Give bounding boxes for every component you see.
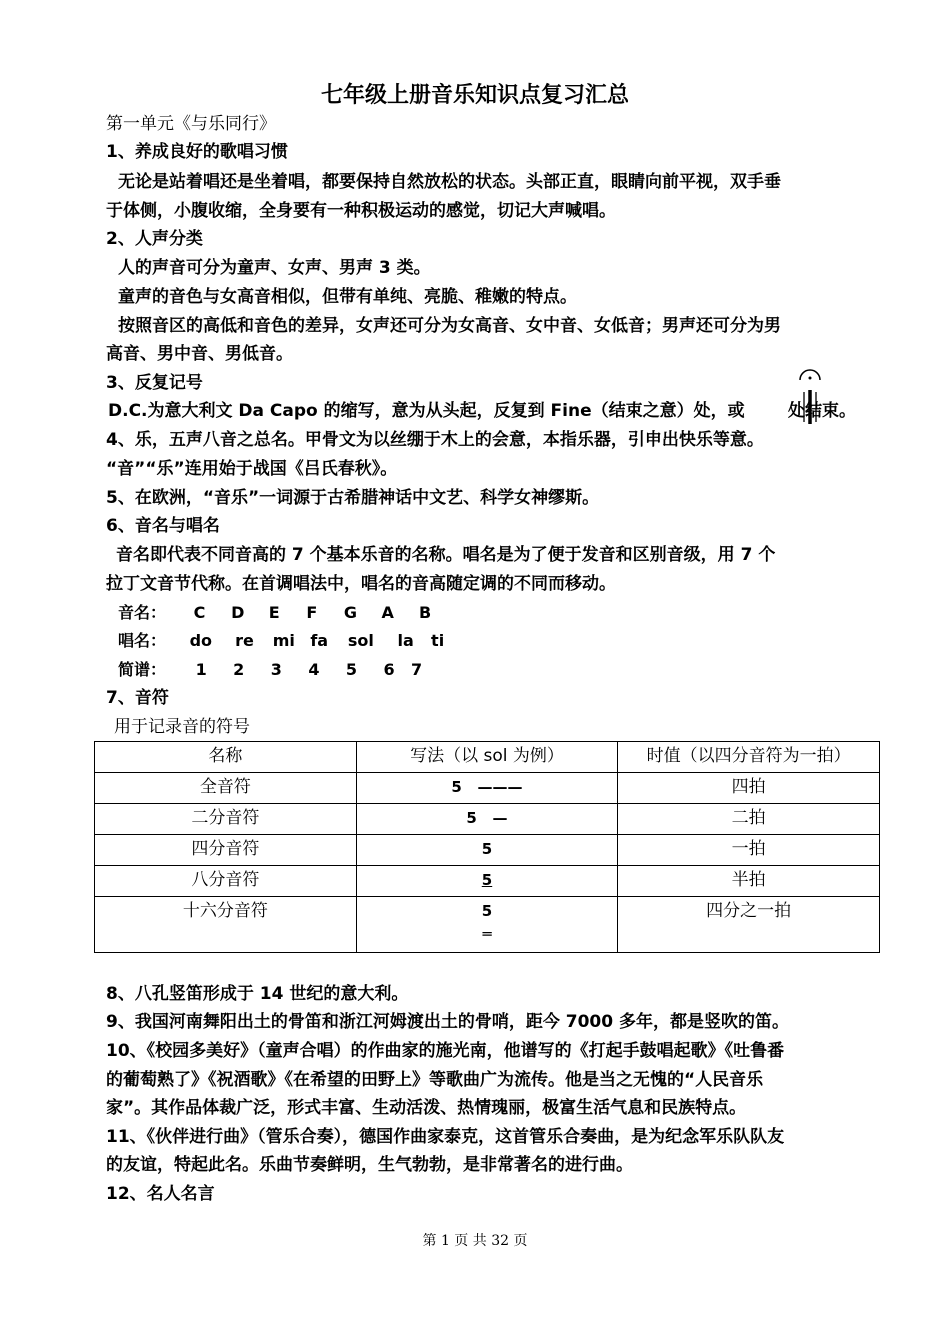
section-2-para-1: 人的声音可分为童声、女声、男声 3 类。 [118, 258, 431, 278]
section-10-para-line-3: 家”。其作品体裁广泛，形式丰富、生动活泼、热情瑰丽，极富生活气息和民族特点。 [106, 1098, 747, 1118]
note-value-cell: 二拍 [618, 804, 880, 835]
table-header-row [95, 742, 880, 773]
note-name-cell: 八分音符 [95, 866, 357, 897]
table-row [95, 773, 880, 804]
pitch-name-item: G [343, 603, 358, 622]
section-7-heading: 7、音符 [106, 688, 169, 708]
section-3-para: D.C.为意大利文 Da Capo 的缩写，意为从头起，反复到 Fine（结束之意）处，或 [108, 401, 745, 421]
note-value-cell: 四分之一拍 [618, 897, 880, 953]
note-notation-cell: 5 ——— [356, 773, 618, 804]
fermata-repeat-sign-icon [796, 364, 824, 424]
pitch-name-label: 音名： [118, 603, 167, 622]
section-2-para-3-line-2: 高音、男中音、男低音。 [106, 344, 293, 364]
section-2-para-2: 童声的音色与女高音相似，但带有单纯、亮脆、稚嫩的特点。 [118, 287, 577, 307]
pitch-name-item: B [419, 603, 432, 622]
numbered-notation-label: 简谱： [118, 660, 167, 679]
numbered-notation-item: 6 [383, 660, 395, 679]
numbered-notation-item: 7 [411, 660, 423, 679]
note-notation-cell [356, 897, 618, 953]
table-header-cell: 时值（以四分音符为一拍） [618, 742, 880, 773]
sixteenth-note-symbol: 5 [481, 902, 493, 920]
section-2-para-3-line-1: 按照音区的高低和音色的差异，女声还可分为女高音、女中音、女低音；男声还可分为男 [118, 316, 781, 336]
table-row [95, 835, 880, 866]
double-underline-mark: ═ [482, 925, 492, 943]
section-3-heading: 3、反复记号 [106, 373, 203, 393]
section-12-heading: 12、名人名言 [106, 1184, 215, 1204]
pitch-name-item: D [231, 603, 245, 622]
note-notation-cell: 5 [356, 835, 618, 866]
section-5-para: 5、在欧洲，“音乐”一词源于古希腊神话中文艺、科学女神缪斯。 [106, 488, 600, 508]
pitch-name-item: A [381, 603, 394, 622]
numbered-notation-item: 1 [195, 660, 207, 679]
pitch-name-item: C [193, 603, 206, 622]
solfege-row [118, 629, 459, 653]
solfege-item: do [189, 631, 213, 650]
solfege-label: 唱名： [118, 631, 167, 650]
note-name-cell: 二分音符 [95, 804, 357, 835]
pitch-name-row [118, 601, 451, 625]
note-notation-cell [356, 866, 618, 897]
eighth-note-symbol: 5 [481, 871, 493, 889]
section-4-para-line-2: “音”“乐”连用始于战国《吕氏春秋》。 [106, 459, 398, 479]
section-1-para-line-1: 无论是站着唱还是坐着唱，都要保持自然放松的状态。头部正直，眼睛向前平视，双手垂 [118, 172, 781, 192]
numbered-notation-row [118, 658, 433, 682]
pitch-name-item: F [306, 603, 318, 622]
table-row [95, 804, 880, 835]
table-header-cell: 名称 [95, 742, 357, 773]
numbered-notation-item: 2 [233, 660, 245, 679]
section-4-para-line-1: 4、乐，五声八音之总名。甲骨文为以丝绷于木上的会意，本指乐器，引申出快乐等意。 [106, 430, 764, 450]
numbered-notation-item: 4 [308, 660, 320, 679]
section-11-para-line-2: 的友谊，特起此名。乐曲节奏鲜明，生气勃勃，是非常著名的进行曲。 [106, 1155, 633, 1175]
section-1-heading: 1、养成良好的歌唱习惯 [106, 142, 288, 162]
section-11-para-line-1: 11、《伙伴进行曲》（管乐合奏），德国作曲家泰克，这首管乐合奏曲，是为纪念军乐队队友 [106, 1127, 785, 1147]
section-10-para-line-2: 的葡萄熟了》《祝酒歌》《在希望的田野上》等歌曲广为流传。他是当之无愧的“人民音乐 [106, 1070, 764, 1090]
note-value-cell: 半拍 [618, 866, 880, 897]
table-row [95, 866, 880, 897]
note-value-cell: 一拍 [618, 835, 880, 866]
section-6-para-line-1: 音名即代表不同音高的 7 个基本乐音的名称。唱名是为了便于发音和区别音级，用 7 个 [116, 545, 776, 565]
note-value-cell: 四拍 [618, 773, 880, 804]
numbered-notation-item: 5 [345, 660, 358, 679]
note-values-table [94, 741, 880, 953]
unit-heading: 第一单元《与乐同行》 [106, 114, 276, 134]
section-1-para-line-2: 于体侧，小腹收缩，全身要有一种积极运动的感觉，切记大声喊唱。 [106, 201, 616, 221]
solfege-item: ti [431, 631, 445, 650]
note-name-cell: 四分音符 [95, 835, 357, 866]
solfege-item: re [235, 631, 254, 650]
solfege-item: la [397, 631, 414, 650]
note-name-cell: 十六分音符 [95, 897, 357, 953]
section-9-para: 9、我国河南舞阳出土的骨笛和浙江河姆渡出土的骨哨，距今 7000 多年，都是竖吹的笛。 [106, 1012, 789, 1032]
section-6-heading: 6、音名与唱名 [106, 516, 220, 536]
table-row [95, 897, 880, 953]
solfege-item: mi [272, 631, 295, 650]
section-3-para-end: 处结束。 [788, 401, 856, 421]
numbered-notation-item: 3 [270, 660, 282, 679]
section-6-para-line-2: 拉丁文音节代称。在首调唱法中，唱名的音高随定调的不同而移动。 [106, 574, 616, 594]
note-name-cell: 全音符 [95, 773, 357, 804]
solfege-item: sol [347, 631, 374, 650]
section-7-intro: 用于记录音的符号 [114, 717, 250, 737]
section-8-para: 8、八孔竖笛形成于 14 世纪的意大利。 [106, 984, 409, 1004]
section-10-para-line-1: 10、《校园多美好》（童声合唱）的作曲家的施光南，他谱写的《打起手鼓唱起歌》《吐鲁番 [106, 1041, 785, 1061]
solfege-item: fa [310, 631, 329, 650]
section-2-heading: 2、人声分类 [106, 229, 203, 249]
pitch-name-item: E [268, 603, 280, 622]
page-footer: 第 1 页 共 32 页 [422, 1233, 528, 1249]
page-title: 七年级上册音乐知识点复习汇总 [320, 83, 629, 108]
note-notation-cell: 5 — [356, 804, 618, 835]
table-header-cell: 写法（以 sol 为例） [356, 742, 618, 773]
